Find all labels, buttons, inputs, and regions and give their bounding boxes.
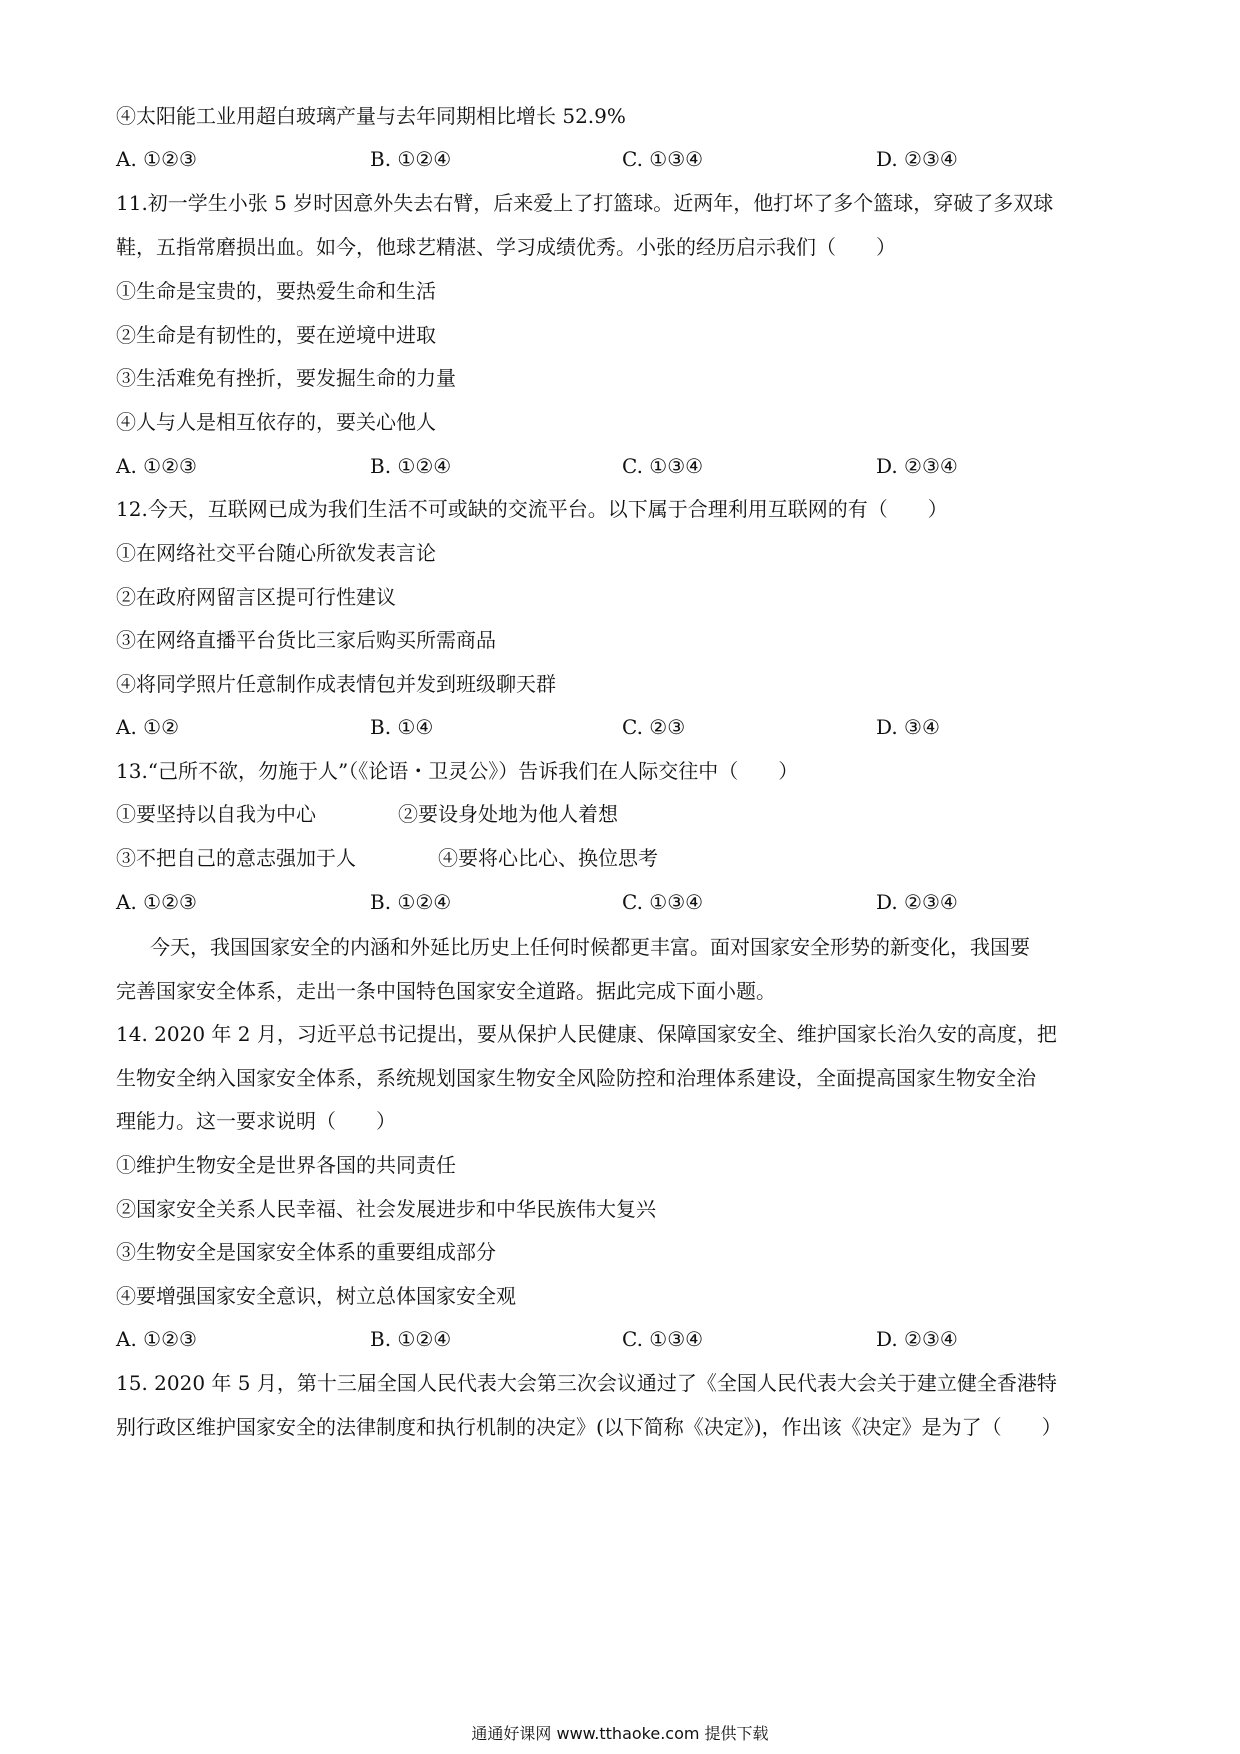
option-b: B. ①②④ — [370, 454, 452, 478]
q15-stem-line2: 别行政区维护国家安全的法律制度和执行机制的决定》(以下简称《决定》)，作出该《决定》是为了（ ） — [116, 1415, 1062, 1439]
option-a: A. ①②③ — [116, 454, 197, 478]
q13-item-1: ①要坚持以自我为中心 — [116, 802, 316, 826]
q15-stem-line1: 15. 2020 年 5 月，第十三届全国人民代表大会第三次会议通过了《全国人民代表大会关于建立健全香港特 — [116, 1371, 1057, 1395]
q14-item-1: ①维护生物安全是世界各国的共同责任 — [116, 1153, 456, 1177]
option-d: D. ②③④ — [876, 1327, 958, 1351]
footer-source: 通通好课网 www.tthaoke.com 提供下载 — [471, 1724, 769, 1743]
q13-stem: 13.“己所不欲，勿施于人”（《论语・卫灵公》）告诉我们在人际交往中（ ） — [116, 759, 799, 783]
option-b: B. ①②④ — [370, 147, 452, 171]
passage-line-2: 完善国家安全体系，走出一条中国特色国家安全道路。据此完成下面小题。 — [116, 979, 776, 1003]
prev-options — [116, 146, 1126, 172]
option-c: C. ①③④ — [622, 147, 704, 171]
q14-options — [116, 1326, 1126, 1352]
q13-item-2: ②要设身处地为他人着想 — [398, 802, 618, 826]
q11-item-3: ③生活难免有挫折，要发掘生命的力量 — [116, 366, 456, 390]
q12-item-3: ③在网络直播平台货比三家后购买所需商品 — [116, 628, 496, 652]
option-b: B. ①②④ — [370, 890, 452, 914]
q11-stem-line2: 鞋，五指常磨损出血。如今，他球艺精湛、学习成绩优秀。小张的经历启示我们（ ） — [116, 235, 896, 259]
q14-item-2: ②国家安全关系人民幸福、社会发展进步和中华民族伟大复兴 — [116, 1197, 656, 1221]
q12-stem: 12.今天，互联网已成为我们生活不可或缺的交流平台。以下属于合理利用互联网的有（ ） — [116, 497, 948, 521]
q13-item-4: ④要将心比心、换位思考 — [438, 846, 658, 870]
option-a: A. ①②③ — [116, 890, 197, 914]
q11-options — [116, 453, 1126, 479]
option-a: A. ①②③ — [116, 1327, 197, 1351]
q13-item-3: ③不把自己的意志强加于人 — [116, 846, 356, 870]
q12-options — [116, 714, 1126, 740]
q14-item-4: ④要增强国家安全意识，树立总体国家安全观 — [116, 1284, 516, 1308]
option-a: A. ①②③ — [116, 147, 197, 171]
option-c: C. ②③ — [622, 715, 686, 739]
prev-item-4: ④太阳能工业用超白玻璃产量与去年同期相比增长 52.9% — [116, 104, 626, 128]
option-c: C. ①③④ — [622, 454, 704, 478]
q14-stem-line2: 生物安全纳入国家安全体系，系统规划国家生物安全风险防控和治理体系建设，全面提高国家生物安全治 — [116, 1066, 1036, 1090]
q11-item-1: ①生命是宝贵的，要热爱生命和生活 — [116, 279, 436, 303]
option-d: D. ②③④ — [876, 147, 958, 171]
option-b: B. ①④ — [370, 715, 434, 739]
q12-item-1: ①在网络社交平台随心所欲发表言论 — [116, 541, 436, 565]
option-c: C. ①③④ — [622, 890, 704, 914]
option-c: C. ①③④ — [622, 1327, 704, 1351]
q11-item-4: ④人与人是相互依存的，要关心他人 — [116, 410, 436, 434]
option-a: A. ①② — [116, 715, 180, 739]
q14-item-3: ③生物安全是国家安全体系的重要组成部分 — [116, 1240, 496, 1264]
q11-stem-line1: 11.初一学生小张 5 岁时因意外失去右臂，后来爱上了打篮球。近两年，他打坏了多个篮球，穿破了多双球 — [116, 191, 1054, 215]
q12-item-2: ②在政府网留言区提可行性建议 — [116, 585, 396, 609]
q14-stem-line3: 理能力。这一要求说明（ ） — [116, 1109, 396, 1133]
option-d: D. ②③④ — [876, 890, 958, 914]
option-d: D. ②③④ — [876, 454, 958, 478]
option-b: B. ①②④ — [370, 1327, 452, 1351]
passage-line-1: 今天，我国国家安全的内涵和外延比历史上任何时候都更丰富。面对国家安全形势的新变化，我国要 — [150, 935, 1030, 959]
q11-item-2: ②生命是有韧性的，要在逆境中进取 — [116, 323, 436, 347]
q14-stem-line1: 14. 2020 年 2 月，习近平总书记提出，要从保护人民健康、保障国家安全、维护国家长治久安的高度，把 — [116, 1022, 1057, 1046]
option-d: D. ③④ — [876, 715, 940, 739]
q13-options — [116, 889, 1126, 915]
q12-item-4: ④将同学照片任意制作成表情包并发到班级聊天群 — [116, 672, 556, 696]
